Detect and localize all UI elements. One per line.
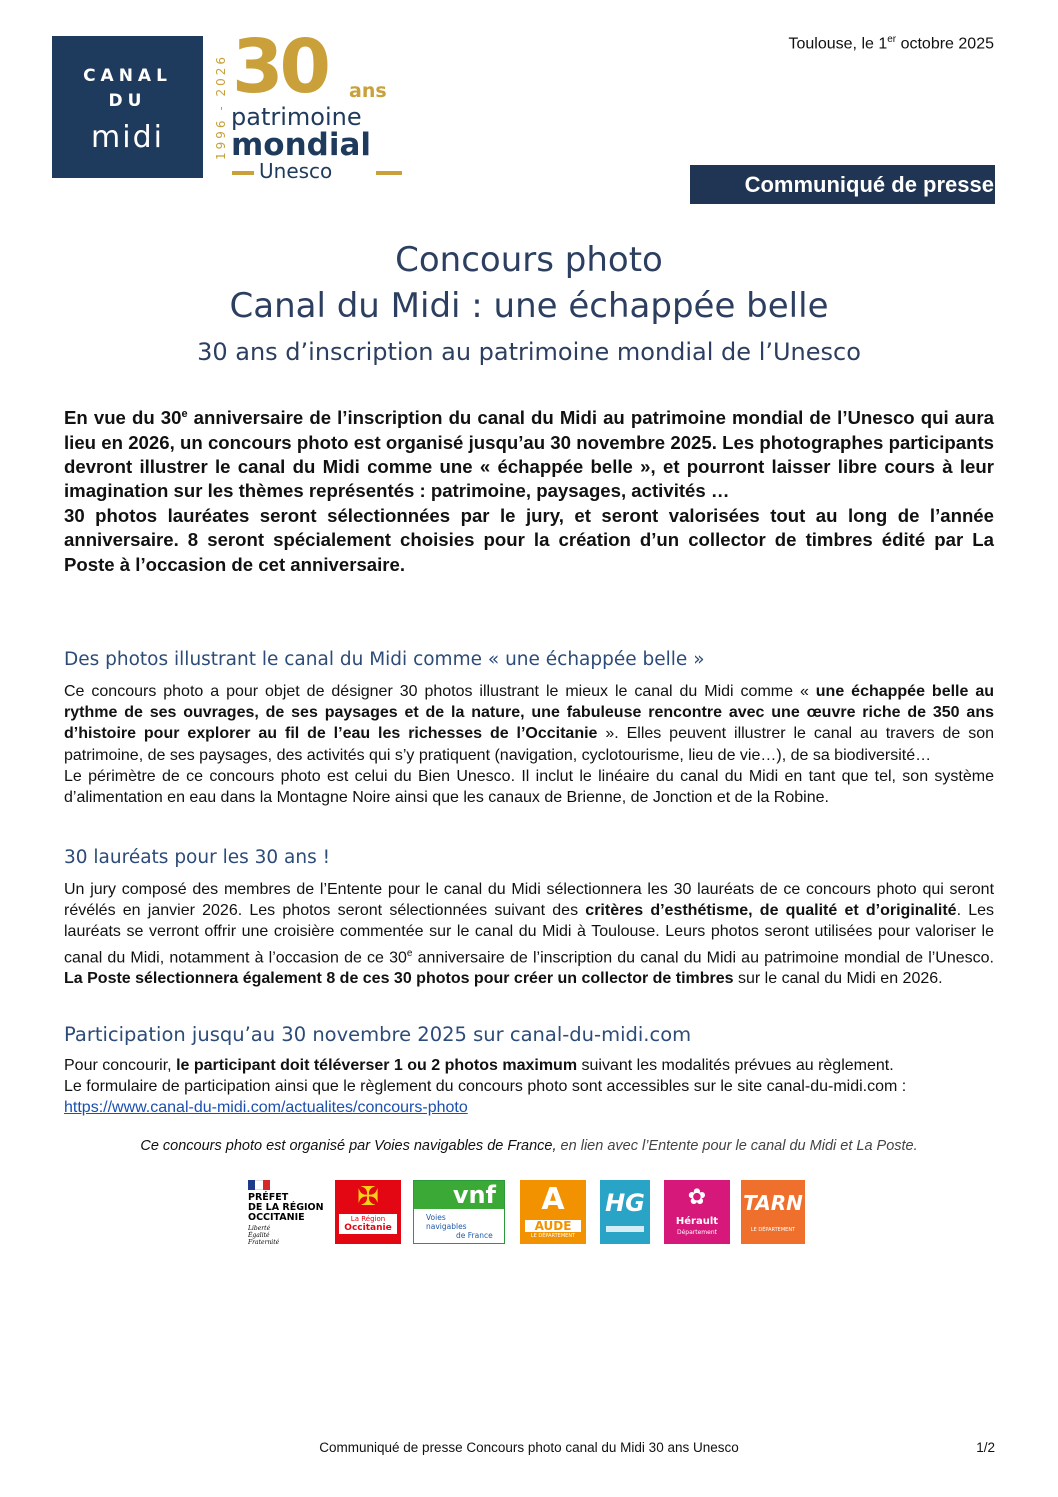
page-title: Concours photo — [395, 240, 663, 280]
prefet-occitanie-logo: PRÉFET DE LA RÉGION OCCITANIE Liberté Égalité Fraternité — [248, 1180, 324, 1244]
canal-du-midi-logo — [52, 36, 203, 178]
page-subtitle: 30 ans d’inscription au patrimoine mondial de l’Unesco — [197, 338, 861, 366]
logo-years: 1996 - 2026 — [214, 53, 228, 161]
section-photos-body: Ce concours photo a pour objet de désigner 30 photos illustrant le mieux le canal du Midi comme « une échappée belle au rythme de ses ouvrages, de ses paysages et de la nature, une fabuleuse rencontre avec une œuvre riche de 350 ans d’histoire pour explorer au fil de l’eau les richesses de l’Occitanie ». Elles peuvent illustrer le canal au travers de son patrimoine, de ses paysages, des activités qui s’y pratiquent (navigation, cyclotourisme, lieu de vie…), de sa biodiversité… Le périmètre de ce concours photo est celui du Bien Unesco. Il inclut le linéaire du canal du Midi en tant que tel, son système d’alimentation en eau dans la Montagne Noire ainsi que les canaux de Brienne, de Jonction et de la Robine. — [64, 683, 995, 807]
logo-du-text: DU — [108, 91, 147, 111]
organizer-note: Ce concours photo est organisé par Voies navigables de France, en lien avec l’Entente pour le canal du Midi et La Poste. — [140, 1138, 918, 1154]
logo-gold-bar-right — [376, 171, 402, 175]
herault-logo: ✿ Hérault Département — [664, 1180, 730, 1244]
contest-link[interactable]: https://www.canal-du-midi.com/actualites/concours-photo — [64, 1099, 468, 1117]
vnf-logo: vnf Voies navigables de France — [413, 1180, 505, 1244]
occitan-cross-icon: ✠ — [357, 1182, 379, 1212]
logo-patrimoine: patrimoine — [231, 103, 362, 131]
logo-midi-text: midi — [91, 120, 164, 155]
logo-canal-text: CANAL — [83, 66, 172, 86]
press-release-label: Communiqué de presse — [690, 165, 995, 204]
page-number: 1/2 — [976, 1440, 995, 1455]
logo-30: 30 — [232, 24, 327, 110]
lead-paragraph: En vue du 30e anniversaire de l’inscription du canal du Midi au patrimoine mondial de l’Unesco qui aura lieu en 2026, un concours photo est organisé jusqu’au 30 novembre 2025. Les photographes participants devront illustrer le canal du Midi comme une « échappée belle », et pourront laisser libre cours à leur imagination sur les thèmes représentés : patrimoine, paysages, activités … 30 photos lauréates seront sélectionnées par le jury, et seront valorisées tout au long de l’année anniversaire. 8 seront spécialement choisies pour la création d’un collector de timbres édité par La Poste à l’occasion de cet anniversaire. — [64, 407, 994, 575]
region-occitanie-logo: ✠ La Région Occitanie — [335, 1180, 401, 1244]
herault-emblem-icon: ✿ — [687, 1185, 707, 1210]
french-flag-icon — [248, 1180, 270, 1190]
aude-emblem-icon: A — [541, 1182, 565, 1217]
logo-unesco: Unesco — [259, 159, 333, 183]
section-heading-laureats: 30 lauréats pour les 30 ans ! — [64, 847, 331, 868]
section-participation-body: Pour concourir, le participant doit téléverser 1 ou 2 photos maximum suivant les modalités prévues au règlement. Le formulaire de participation ainsi que le règlement du concours photo sont accessibles sur le site canal-du-midi.com : https://www.canal-du-midi.com/actualites/concours-photo — [64, 1057, 907, 1117]
logo-mondial: mondial — [231, 127, 372, 163]
tarn-logo: TARN LE DÉPARTEMENT — [741, 1180, 805, 1244]
aude-logo: A AUDE LE DÉPARTEMENT — [520, 1180, 586, 1244]
logo-ans: ans — [349, 80, 387, 102]
page-title-line2: Canal du Midi : une échappée belle — [229, 286, 829, 326]
page-footer: Communiqué de presse Concours photo canal du Midi 30 ans Unesco — [319, 1440, 739, 1455]
haute-garonne-logo: HG — [600, 1180, 650, 1244]
logo-gold-bar-left — [232, 171, 254, 175]
section-laureats-body: Un jury composé des membres de l’Entente pour le canal du Midi sélectionnera les 30 lauréats de ce concours photo qui seront révélés en janvier 2026. Les photos seront sélectionnées suivant des critères d’esthétisme, de qualité et d’originalité. Les lauréats se verront offrir une croisière commentée sur le canal du Midi à Toulouse. Leurs photos seront utilisées pour valoriser le canal du Midi, notamment à l’occasion de ce 30e anniversaire de l’inscription du canal du Midi au patrimoine mondial de l’Unesco. La Poste sélectionnera également 8 de ces 30 photos pour créer un collector de timbres sur le canal du Midi en 2026. — [64, 881, 995, 988]
document-date: Toulouse, le 1er octobre 2025 — [788, 34, 994, 53]
section-heading-photos: Des photos illustrant le canal du Midi comme « une échappée belle » — [64, 649, 705, 670]
section-heading-participation: Participation jusqu’au 30 novembre 2025 sur canal-du-midi.com — [64, 1023, 692, 1046]
